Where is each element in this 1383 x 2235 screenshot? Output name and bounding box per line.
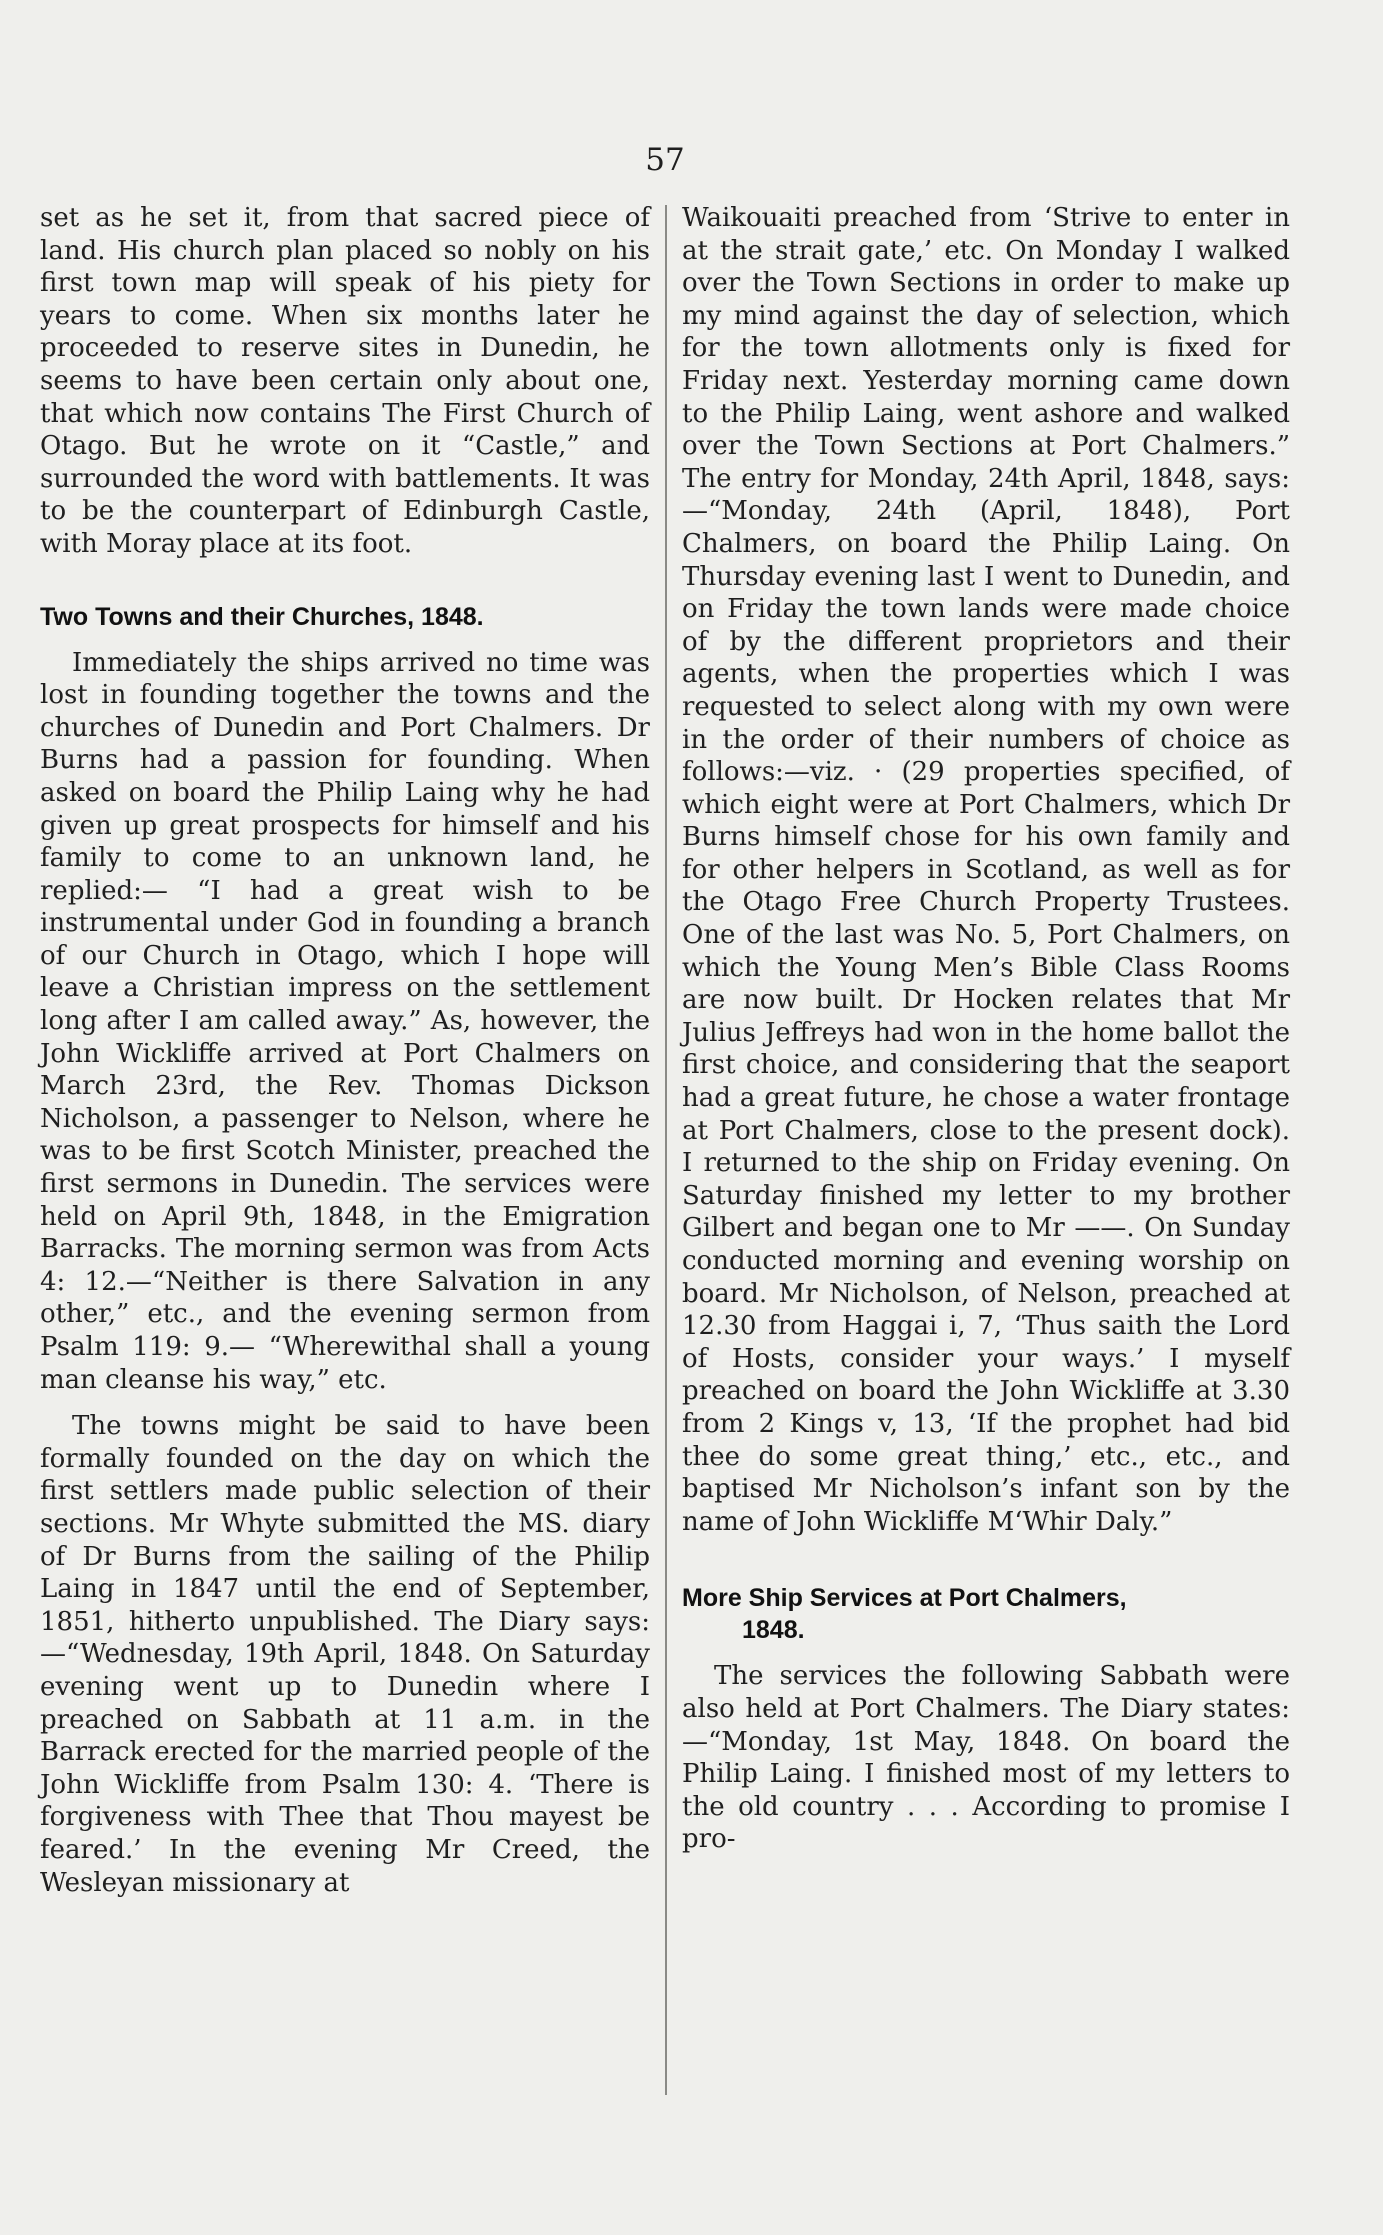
paragraph-following-sabbath: The services the following Sabbath were also held at Port Chalmers. The Diary states:—“Monday, 1st May, 1848. On board the Philip Laing. I finished most of my letters to the old country . . . According to promise I pro- (682, 1661, 1290, 1855)
paragraph-towns-founded: The towns might be said to have been formally founded on the day on which the first settlers made public selection of their sections. Mr Whyte submitted the MS. diary of Dr Burns from the sailing of the Philip Laing in 1847 until the end of September, 1851, hitherto unpublished. The Diary says:—“Wednesday, 19th April, 1848. On Saturday evening went up to Dunedin where I preached on Sabbath at 11 a.m. in the Barrack erected for the married people of the John Wickliffe from Psalm 130: 4. ‘There is forgiveness with Thee that Thou mayest be feared.’ In the evening Mr Creed, the Wesleyan missionary at (40, 1411, 650, 1898)
opening-paragraph: set as he set it, from that sacred piece of land. His church plan placed so nobly on his first town map will speak of his piety for years to come. When six months later he proceeded to reserve sites in Dunedin, he seems to have been certain only about one, that which now contains The First Church of Otago. But he wrote on it “Castle,” and surrounded the word with battlements. It was to be the counterpart of Edinburgh Castle, with Moray place at its foot. (40, 203, 650, 559)
right-column (682, 202, 1290, 1856)
section-heading-ship-services (682, 1582, 1290, 1646)
page-number: 57 (645, 142, 685, 178)
left-column (40, 202, 650, 1899)
column-divider (665, 205, 667, 2095)
heading-line-2: 1848. (742, 1616, 805, 1645)
heading-line-1: More Ship Services at Port Chalmers, (682, 1584, 1127, 1613)
continued-diary-paragraph: Waikouaiti preached from ‘Strive to enter in at the strait gate,’ etc. On Monday I walked over the Town Sections in order to make up my mind against the day of selection, which for the town allotments only is fixed for Friday next. Yesterday morning came down to the Philip Laing, went ashore and walked over the Town Sections at Port Chalmers.” The entry for Monday, 24th April, 1848, says:—“Monday, 24th (April, 1848), Port Chalmers, on board the Philip Laing. On Thursday evening last I went to Dunedin, and on Friday the town lands were made choice of by the different proprietors and their agents, when the properties which I was requested to select along with my own were in the order of their numbers of choice as follows:—viz. · (29 properties specified, of which eight were at Port Chalmers, which Dr Burns himself chose for his own family and for other helpers in Scotland, as well as for the Otago Free Church Property Trustees. One of the last was No. 5, Port Chalmers, on which the Young Men’s Bible Class Rooms are now built. Dr Hocken relates that Mr Julius Jeffreys had won in the home ballot the first choice, and considering that the seaport had a great future, he chose a water frontage at Port Chalmers, close to the present dock). I returned to the ship on Friday evening. On Saturday finished my letter to my brother Gilbert and began one to Mr ——. On Sunday conducted morning and evening worship on board. Mr Nicholson, of Nelson, preached at 12.30 from Haggai i, 7, ‘Thus saith the Lord of Hosts, consider your ways.’ I myself preached on board the John Wickliffe at 3.30 from 2 Kings v, 13, ‘If the prophet had bid thee do some great thing,’ etc., etc., and baptised Mr Nicholson’s infant son by the name of John Wickliffe M‘Whir Daly.” (682, 203, 1290, 1537)
section-heading-two-towns: Two Towns and their Churches, 1848. (40, 602, 484, 631)
paragraph-founding: Immediately the ships arrived no time was lost in founding together the towns and the churches of Dunedin and Port Chalmers. Dr Burns had a passion for founding. When asked on board the Philip Laing why he had given up great prospects for himself and his family to come to an unknown land, he replied:— “I had a great wish to be instrumental under God in founding a branch of our Church in Otago, which I hope will leave a Christian impress on the settlement long after I am called away.” As, however, the John Wickliffe arrived at Port Chalmers on March 23rd, the Rev. Thomas Dickson Nicholson, a passenger to Nelson, where he was to be first Scotch Minister, preached the first sermons in Dunedin. The services were held on April 9th, 1848, in the Emigration Barracks. The morning sermon was from Acts 4: 12.—“Neither is there Salvation in any other,” etc., and the evening sermon from Psalm 119: 9.— “Wherewithal shall a young man cleanse his way,” etc. (40, 647, 650, 1395)
